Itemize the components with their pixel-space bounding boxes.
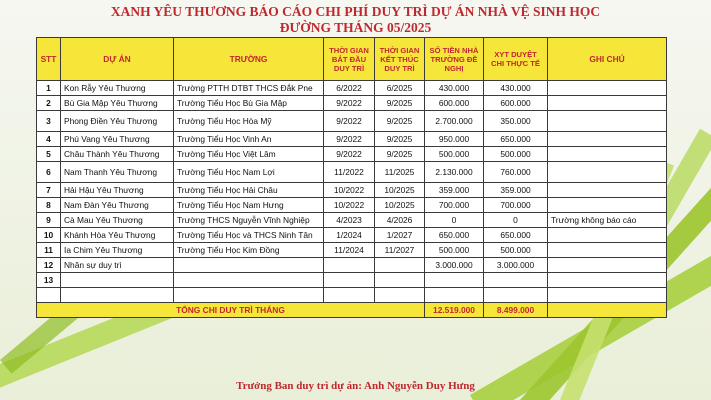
- cell-requested: 500.000: [425, 147, 484, 162]
- table-row: [37, 198, 667, 213]
- cell-start: [324, 273, 375, 288]
- cell-end: 9/2025: [375, 132, 425, 147]
- cell-note: [548, 228, 667, 243]
- cell-start: 6/2022: [324, 81, 375, 96]
- cell-approved: 760.000: [484, 162, 548, 183]
- header-school: TRƯỜNG: [174, 38, 324, 81]
- cell-project: Phong Điền Yêu Thương: [61, 111, 174, 132]
- table-header-row: [37, 38, 667, 81]
- cell-stt: 13: [37, 273, 61, 288]
- cell-school: Trường Tiểu Học Bù Gia Mập: [174, 96, 324, 111]
- table-row: [37, 132, 667, 147]
- cell-school: Trường Tiểu Học Hòa Mỹ: [174, 111, 324, 132]
- cell-project: Châu Thành Yêu Thương: [61, 147, 174, 162]
- cell-end: [375, 288, 425, 303]
- cell-project: Khánh Hòa Yêu Thương: [61, 228, 174, 243]
- cell-end: 9/2025: [375, 147, 425, 162]
- cell-school: Trường Tiểu Học Hải Châu: [174, 183, 324, 198]
- cell-project: Bù Gia Mập Yêu Thương: [61, 96, 174, 111]
- total-approved: 8.499.000: [484, 303, 548, 318]
- cell-approved: 350.000: [484, 111, 548, 132]
- cell-stt: 11: [37, 243, 61, 258]
- cell-start: [324, 258, 375, 273]
- cell-school: Trường THCS Nguyễn Vĩnh Nghiệp: [174, 213, 324, 228]
- cell-approved: 0: [484, 213, 548, 228]
- table-row: [37, 81, 667, 96]
- cell-note: [548, 258, 667, 273]
- cell-start: 10/2022: [324, 183, 375, 198]
- cell-end: [375, 258, 425, 273]
- cell-requested: 3.000.000: [425, 258, 484, 273]
- cell-stt: 5: [37, 147, 61, 162]
- cell-requested: 700.000: [425, 198, 484, 213]
- cell-note: Trường không báo cáo: [548, 213, 667, 228]
- header-approved-amount: XYT DUYỆT CHI THỰC TẾ: [484, 38, 548, 81]
- cell-school: Trường Tiểu Học Nam Hưng: [174, 198, 324, 213]
- header-start-date: THỜI GIAN BẮT ĐẦU DUY TRÌ: [324, 38, 375, 81]
- cell-project: [61, 288, 174, 303]
- cell-requested: [425, 273, 484, 288]
- cell-start: [324, 288, 375, 303]
- cell-project: Phú Vang Yêu Thương: [61, 132, 174, 147]
- cell-project: Ia Chim Yêu Thương: [61, 243, 174, 258]
- cell-start: 9/2022: [324, 96, 375, 111]
- cell-project: Nam Thanh Yêu Thương: [61, 162, 174, 183]
- cell-approved: 650.000: [484, 228, 548, 243]
- cell-end: 1/2027: [375, 228, 425, 243]
- cell-start: 9/2022: [324, 147, 375, 162]
- cell-approved: 700.000: [484, 198, 548, 213]
- cell-note: [548, 147, 667, 162]
- cell-stt: 4: [37, 132, 61, 147]
- table-row: [37, 288, 667, 303]
- cell-school: Trường Tiểu Học Vinh An: [174, 132, 324, 147]
- cell-school: Trường Tiểu Học Nam Lợi: [174, 162, 324, 183]
- cell-requested: 500.000: [425, 243, 484, 258]
- cell-approved: 430.000: [484, 81, 548, 96]
- cell-stt: [37, 288, 61, 303]
- cell-end: 10/2025: [375, 183, 425, 198]
- cell-approved: 600.000: [484, 96, 548, 111]
- header-project: DỰ ÁN: [61, 38, 174, 81]
- cell-project: Nhân sự duy trì: [61, 258, 174, 273]
- table-row: [37, 147, 667, 162]
- cell-project: Cà Mau Yêu Thương: [61, 213, 174, 228]
- table-row: [37, 228, 667, 243]
- cell-school: [174, 273, 324, 288]
- cell-stt: 3: [37, 111, 61, 132]
- cell-note: [548, 288, 667, 303]
- table-row: [37, 213, 667, 228]
- cell-end: 9/2025: [375, 96, 425, 111]
- cell-note: [548, 198, 667, 213]
- cell-approved: 359.000: [484, 183, 548, 198]
- cell-end: 11/2025: [375, 162, 425, 183]
- cell-end: 9/2025: [375, 111, 425, 132]
- cell-end: 11/2027: [375, 243, 425, 258]
- cell-stt: 1: [37, 81, 61, 96]
- table-row: [37, 258, 667, 273]
- cell-school: Trường Tiểu Học Việt Lâm: [174, 147, 324, 162]
- report-title: XANH YÊU THƯƠNG BÁO CÁO CHI PHÍ DUY TRÌ DỰ ÁN NHÀ VỆ SINH HỌC: [110, 4, 601, 19]
- cell-requested: 2.700.000: [425, 111, 484, 132]
- cell-requested: 950.000: [425, 132, 484, 147]
- cell-start: 4/2023: [324, 213, 375, 228]
- cell-requested: 430.000: [425, 81, 484, 96]
- cell-note: [548, 162, 667, 183]
- table-row: [37, 243, 667, 258]
- cell-end: 4/2026: [375, 213, 425, 228]
- cell-note: [548, 132, 667, 147]
- cell-note: [548, 111, 667, 132]
- cell-approved: 500.000: [484, 147, 548, 162]
- header-stt: STT: [37, 38, 61, 81]
- cell-school: [174, 258, 324, 273]
- cell-approved: [484, 288, 548, 303]
- cell-project: Kon Rẫy Yêu Thương: [61, 81, 174, 96]
- table-row: [37, 273, 667, 288]
- cost-report-table: [36, 37, 667, 318]
- cell-end: 6/2025: [375, 81, 425, 96]
- cell-requested: 600.000: [425, 96, 484, 111]
- cell-stt: 12: [37, 258, 61, 273]
- cell-requested: 650.000: [425, 228, 484, 243]
- cell-requested: [425, 288, 484, 303]
- cell-school: Trường Tiểu Học Kim Đồng: [174, 243, 324, 258]
- table-row: [37, 162, 667, 183]
- cell-project: [61, 273, 174, 288]
- cell-approved: [484, 273, 548, 288]
- cell-school: Trường Tiểu Học và THCS Ninh Tân: [174, 228, 324, 243]
- cell-school: Trường PTTH DTBT THCS Đắk Pne: [174, 81, 324, 96]
- cell-school: [174, 288, 324, 303]
- cell-requested: 2.130.000: [425, 162, 484, 183]
- cell-stt: 10: [37, 228, 61, 243]
- header-requested-amount: SỐ TIỀN NHÀ TRƯỜNG ĐỀ NGHỊ: [425, 38, 484, 81]
- cell-note: [548, 183, 667, 198]
- cell-stt: 9: [37, 213, 61, 228]
- cell-project: Nam Đàn Yêu Thương: [61, 198, 174, 213]
- table-row: [37, 183, 667, 198]
- cell-project: Hải Hậu Yêu Thương: [61, 183, 174, 198]
- cell-stt: 7: [37, 183, 61, 198]
- footer-signature: Trưởng Ban duy trì dự án: Anh Nguyễn Duy Hưng: [236, 380, 475, 392]
- cell-start: 11/2022: [324, 162, 375, 183]
- cell-note: [548, 81, 667, 96]
- cell-requested: 359.000: [425, 183, 484, 198]
- cell-stt: 6: [37, 162, 61, 183]
- cell-start: 9/2022: [324, 132, 375, 147]
- cell-approved: 500.000: [484, 243, 548, 258]
- header-end-date: THỜI GIAN KẾT THÚC DUY TRÌ: [375, 38, 425, 81]
- report-subtitle: ĐƯỜNG THÁNG 05/2025: [279, 20, 432, 35]
- total-label: TỔNG CHI DUY TRÌ THÁNG: [37, 303, 425, 318]
- cell-end: 10/2025: [375, 198, 425, 213]
- cell-approved: 3.000.000: [484, 258, 548, 273]
- cell-start: 11/2024: [324, 243, 375, 258]
- cell-approved: 650.000: [484, 132, 548, 147]
- cell-note: [548, 96, 667, 111]
- total-requested: 12.519.000: [425, 303, 484, 318]
- cell-requested: 0: [425, 213, 484, 228]
- cell-start: 9/2022: [324, 111, 375, 132]
- table-row: [37, 96, 667, 111]
- cell-end: [375, 273, 425, 288]
- table-row: [37, 111, 667, 132]
- cell-note: [548, 243, 667, 258]
- cell-note: [548, 273, 667, 288]
- total-note: [548, 303, 667, 318]
- cell-stt: 2: [37, 96, 61, 111]
- total-row: [37, 303, 667, 318]
- cell-start: 1/2024: [324, 228, 375, 243]
- cell-stt: 8: [37, 198, 61, 213]
- header-note: GHI CHÚ: [548, 38, 667, 81]
- cell-start: 10/2022: [324, 198, 375, 213]
